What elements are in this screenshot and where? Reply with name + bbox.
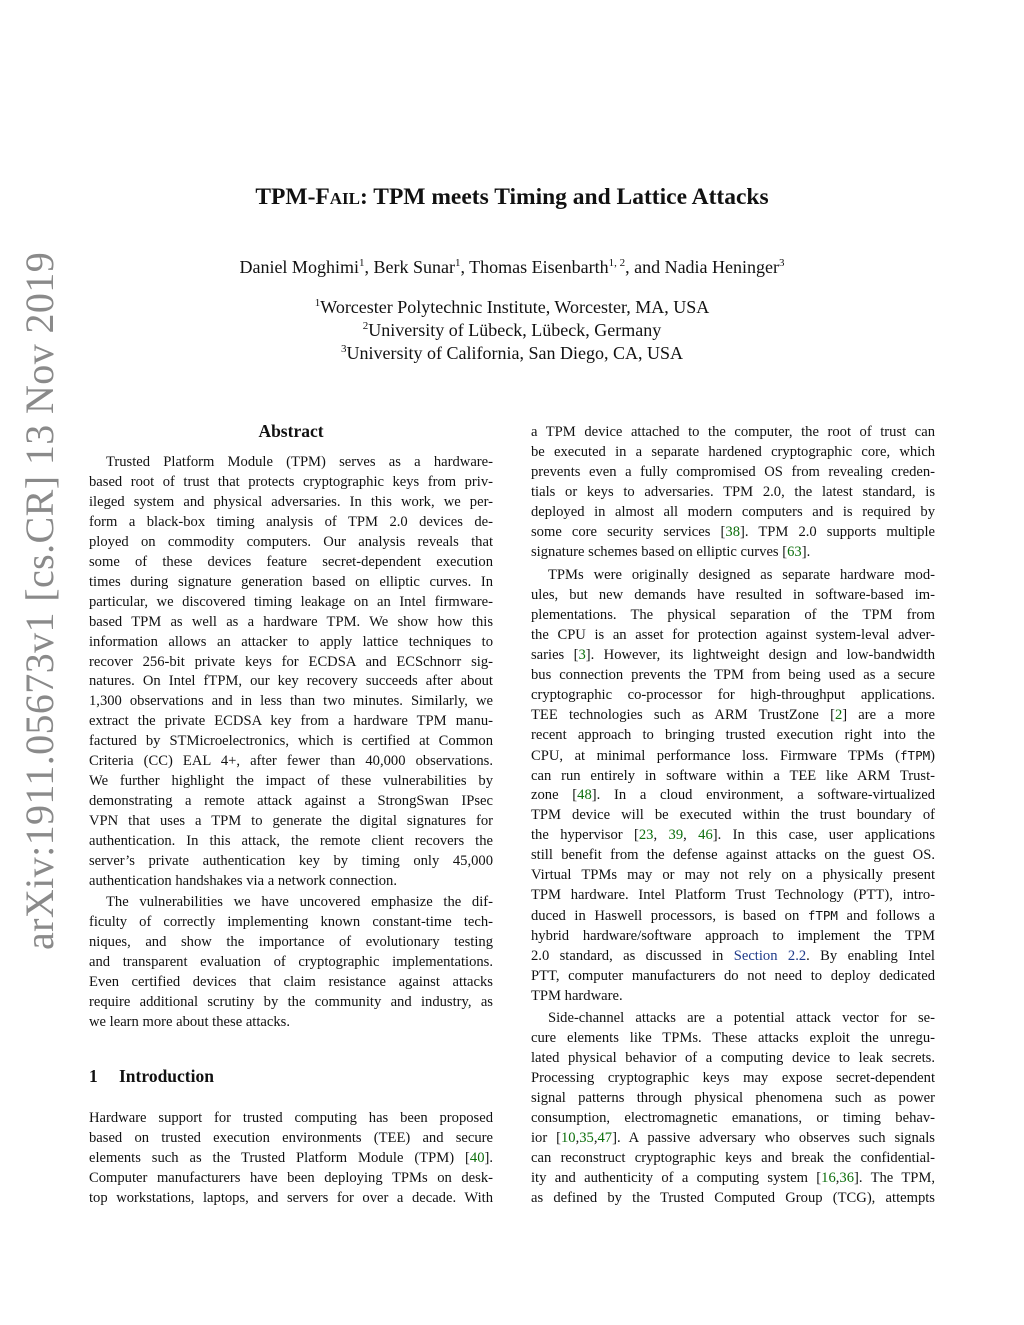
section-heading-introduction: 1 Introduction (89, 1066, 214, 1086)
affiliation: $^3$University of California, San Diego, CA, USA (341, 343, 683, 363)
affiliation: $^1$Worcester Polytechnic Institute, Worcester, MA, USA (314, 297, 710, 317)
abstract-paragraph-2: The vulnerabilities we have uncovered emphasize the dif- ficulty of correctly implementing known constant-time tech- niques, and show the importance of evolutionary testing and transparent evaluation of cryptographic implementations. Even certified devices that claim resistance against attacks require additional scrutiny by the community and industry, as we learn more about these attacks. (89, 894, 493, 1030)
citation-link[interactable]: 48 (577, 787, 592, 804)
right-paragraph-2: TPMs were originally designed as separate hardware mod- ules, but new demands have resulted in software-based im- plementations. The physical separation of the TPM from the CPU is an asset for protection against system-leval adver- saries [3]. However, its lightweight design and low-bandwidth bus connection prevents the TPM from being used as a secure cryptographic co-processor for high-throughput applications. TEE technologies such as ARM TrustZone [2] are a more recent approach to bringing trusted execution right into the CPU, at minimal performance loss. Firmware TPMs (fTPM) can run entirely in software within a TEE like ARM Trust- zone [48]. In a cloud environment, a software-virtualized TPM device will be executed within the trust boundary of the hypervisor [23, 39, 46]. In this case, user applications still benefit from the defense against attacks on the guest OS. Virtual TPMs may or may not rely on a physically present TPM hardware. Intel Platform Trust Technology (PTT), intro- duced in Haswell processors, is based on fTPM and follows a hybrid hardware/software approach to implement the TPM 2.0 standard, as discussed in Section 2.2. By enabling Intel PTT, computer manufacturers do not need to deploy dedicated TPM hardware. (531, 567, 936, 1005)
affiliation: $^2$University of Lübeck, Lübeck, Germany (362, 320, 662, 340)
citation-link[interactable]: 10 (560, 1129, 576, 1146)
citation-link[interactable]: 63 (787, 543, 802, 560)
citation-link[interactable]: 46 (698, 827, 713, 844)
introduction-paragraph: Hardware support for trusted computing has been proposed based on trusted execution environments (TEE) and secure elements such as the Trusted Platform Module (TPM) [40]. Computer manufacturers have been deploying TPMs on desk- top workstations, laptops, and servers for over a decade. With (89, 1110, 493, 1206)
right-paragraph-3: Side-channel attacks are a potential attack vector for se- cure elements like TPMs. These attacks exploit the unregu- lated physical behavior of a computing device to leak secrets. Processing cryptographic keys may expose secret-dependent signal patterns through physical phenomena such as power consumption, electromagnetic emanations, or timing behav- ior [10,35,47]. A passive adversary who observes such signals can reconstruct cryptographic keys and break the confidential- ity and authenticity of a computing system [16,36]. The TPM, as defined by the Trusted Computed Group (TCG), attempts (531, 1010, 935, 1206)
arxiv-identifier-stamp[interactable]: arXiv:1911.05673v1 [cs.CR] 13 Nov 2019 (17, 251, 62, 950)
citation-link[interactable]: 40 (469, 1149, 485, 1166)
citation-link[interactable]: 23 (638, 827, 654, 844)
author-name: , and Nadia Heninger (625, 257, 780, 277)
affiliation-list (0, 296, 1024, 365)
author-name: Daniel Moghimi (239, 257, 359, 277)
author-name: , Berk Sunar (364, 257, 455, 277)
citation-link[interactable]: 38 (725, 523, 740, 540)
abstract-paragraph-1: Trusted Platform Module (TPM) serves as a hardware- based root of trust that protects cryptographic keys from priv- ileged system and physical adversaries. In this work, we per- form a black-box timing analysis of TPM 2.0 devices de- ployed on commodity computers. Our analysis reveals that some of these devices feature secret-dependent execution times during signature generation based on elliptic curves. In particular, we discovered timing leakage on an Intel firmware- based TPM as well as a hardware TPM. We show how this information allows an attacker to apply lattice techniques to recover 256-bit private keys for ECDSA and ECSchnorr sig- natures. On Intel fTPM, our key recovery succeeds after about 1,300 observations and in less than two minutes. Similarly, we extract the private ECDSA key from a hardware TPM manu- factured by STMicroelectronics, which is certified at Common Criteria (CC) EAL 4+, after fewer than 40,000 observations. We further highlight the impact of these vulnerabilities by demonstrating a remote attack against a StrongSwan IPsec VPN that uses a TPM to generate the digital signatures for authentication. In this attack, the remote client recovers the server’s private authentication key by timing only 45,000 authentication handshakes via a network connection. (89, 454, 493, 890)
citation-link[interactable]: 47 (597, 1129, 613, 1146)
right-paragraph-1: a TPM device attached to the computer, the root of trust can be executed in a separate hardened cryptographic core, which prevents even a fully compromised OS from revealing creden- tials or keys to adversaries. TPM 2.0, the latest standard, is deployed in almost all modern computers and is required by some core security services [38]. TPM 2.0 supports multiple signature schemes based on elliptic curves [63]. (531, 424, 935, 560)
author-name: , Thomas Eisenbarth (460, 257, 609, 277)
citation-link[interactable]: 16 (821, 1169, 836, 1186)
section-cross-reference-link[interactable]: Section 2.2 (733, 948, 807, 965)
abstract-heading: Abstract (258, 421, 324, 441)
author-list: Daniel Moghimi$^1$, Berk Sunar$^1$, Thomas Eisenbarth$^{1, 2}$, and Nadia Heninger$^3$ (239, 257, 785, 277)
citation-link[interactable]: 36 (839, 1169, 854, 1186)
paper-title: TPM-FAIL: TPM meets Timing and Lattice Attacks (255, 184, 769, 210)
citation-link[interactable]: 39 (668, 827, 684, 844)
citation-link[interactable]: 35 (579, 1129, 594, 1146)
citation-link[interactable]: 3 (578, 646, 586, 663)
citation-link[interactable]: 2 (834, 706, 843, 723)
